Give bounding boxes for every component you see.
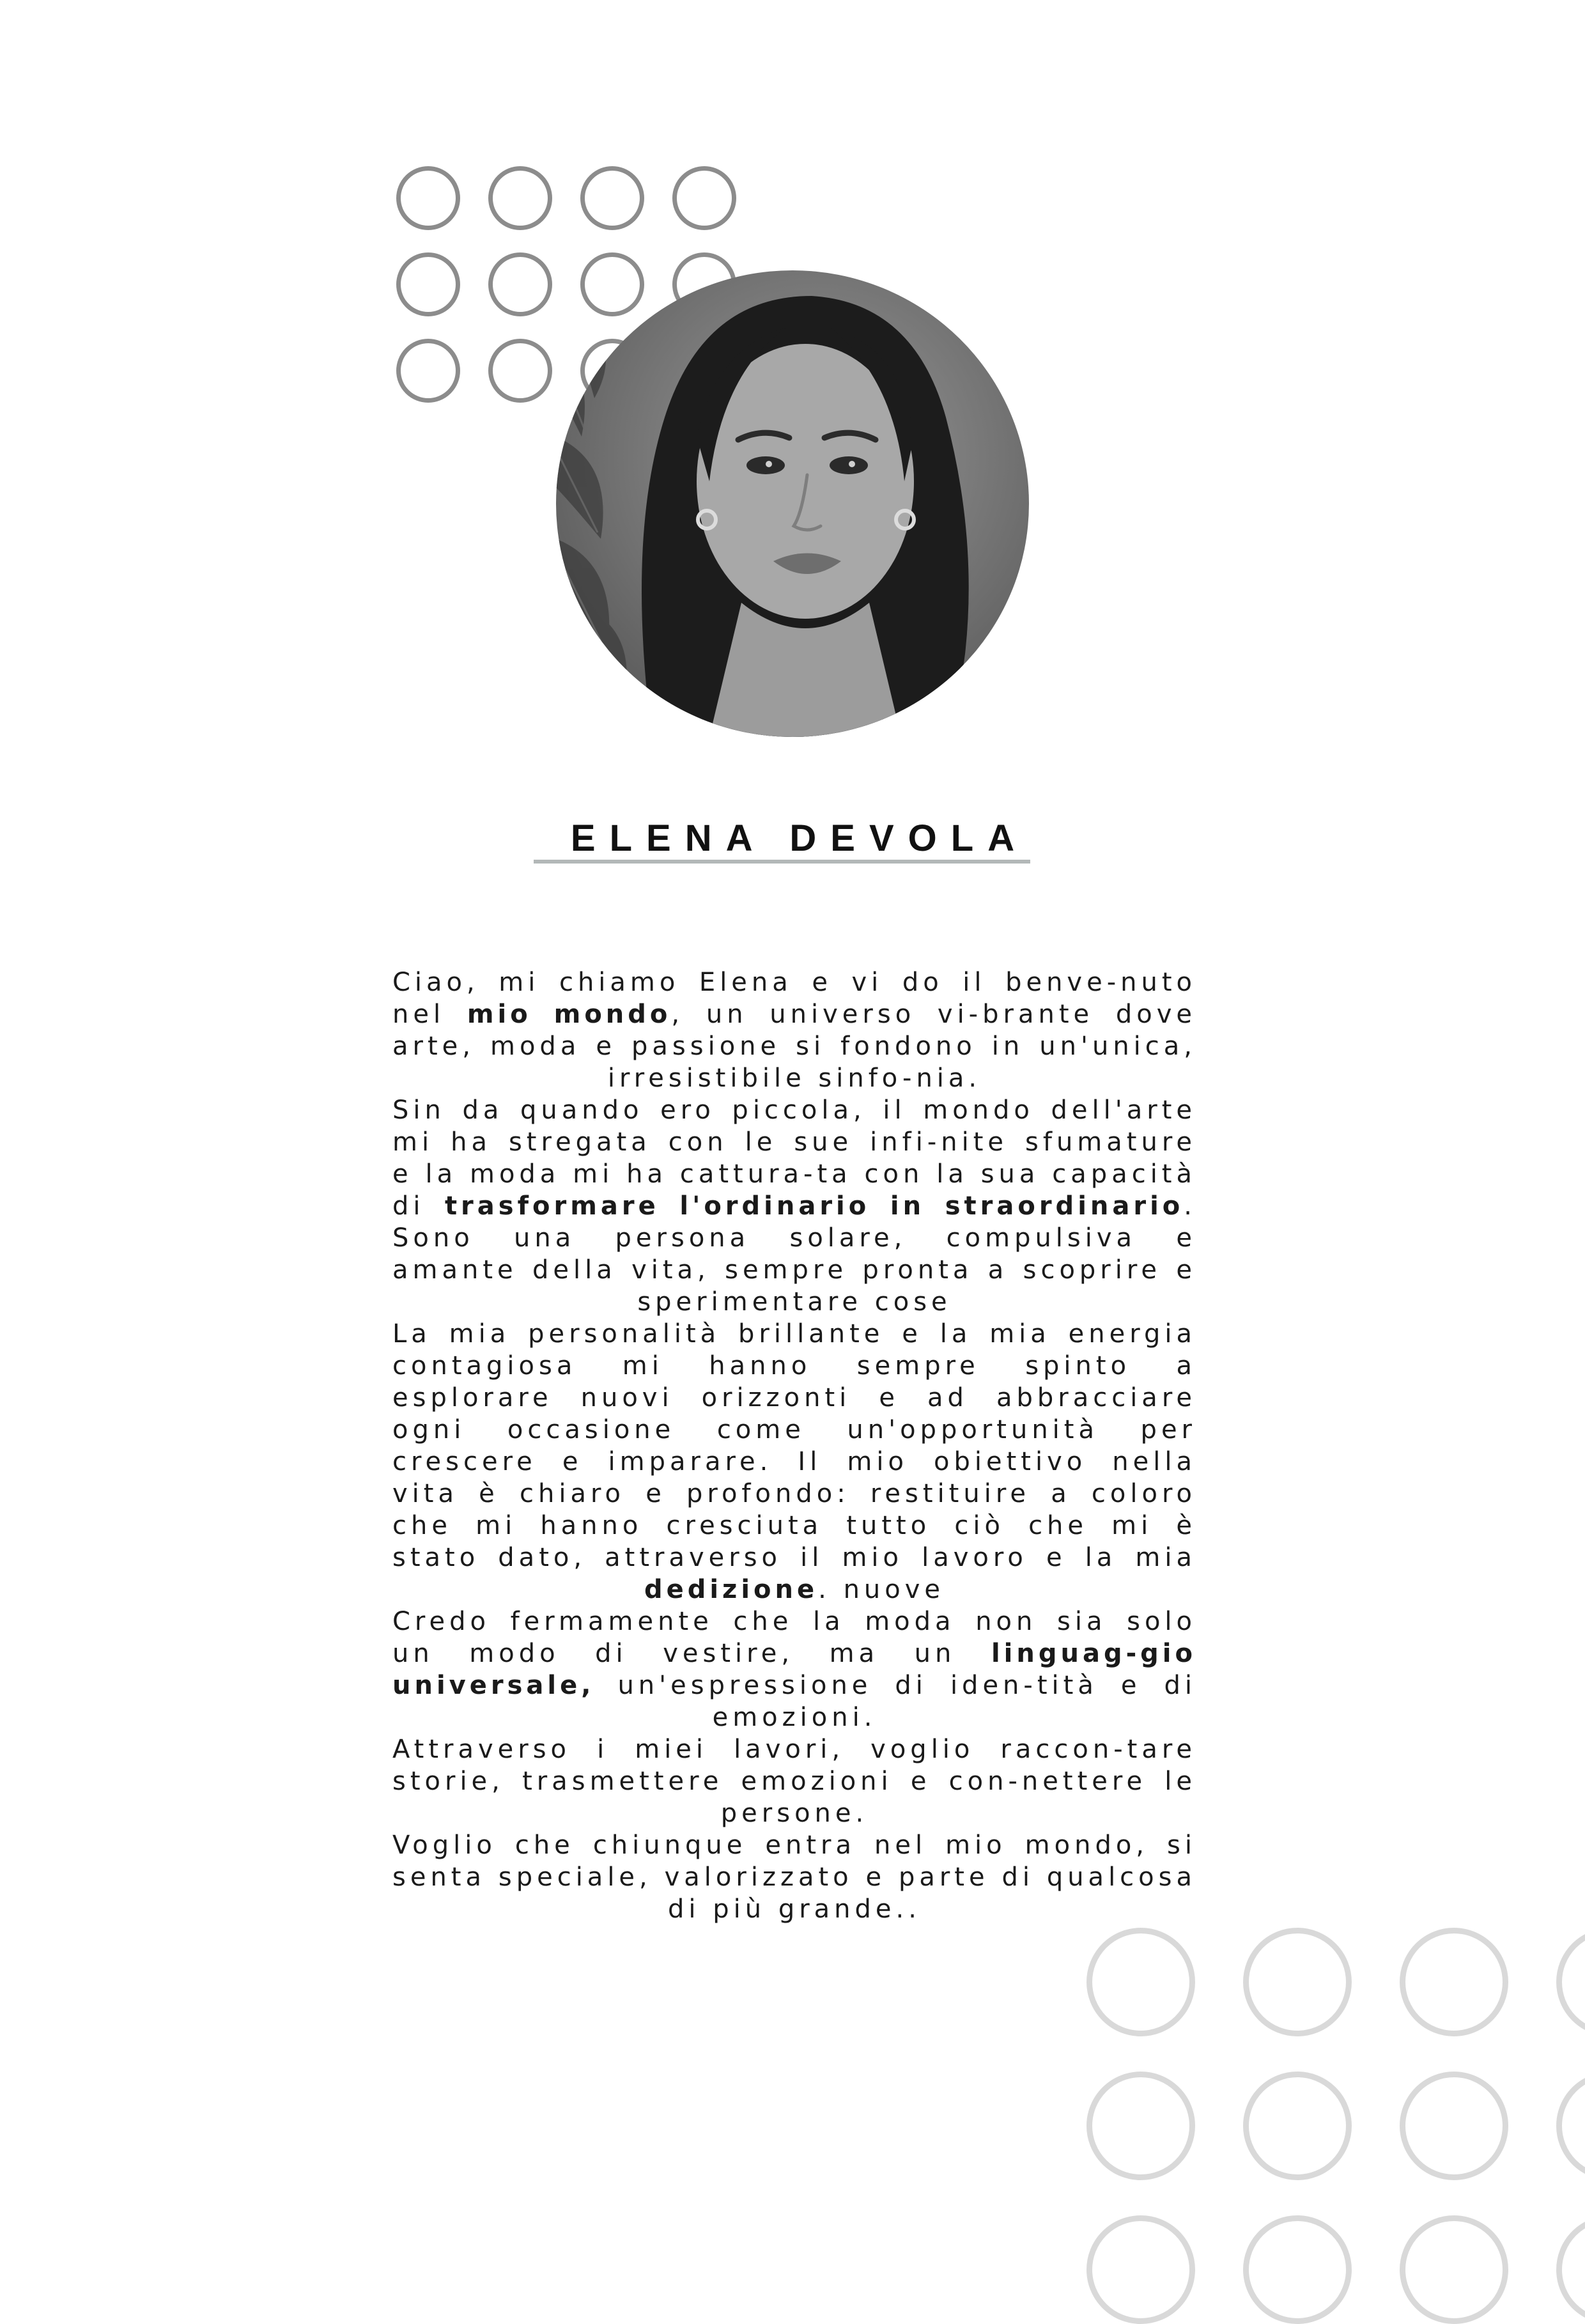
name-underline <box>534 860 1030 864</box>
decorative-ring <box>488 166 552 230</box>
bio-paragraph <box>392 966 1196 1094</box>
bio-text: La mia personalità brillante e la mia energia contagiosa mi hanno sempre spinto a esplorare nuovi orizzonti e ad abbracciare ogni occasione come un'opportunità per crescere e imparare. Il mio obiettivo nella vita è chiaro e profondo: restituire a coloro che mi hanno cresciuta tutto ciò che mi è stato dato, attraverso il mio lavoro e la mia <box>392 1319 1196 1572</box>
decorative-ring <box>1556 1928 1585 2036</box>
decorative-ring <box>1243 1928 1352 2036</box>
decorative-ring <box>396 252 460 316</box>
decorative-ring <box>580 166 644 230</box>
portrait-illustration <box>556 270 1029 737</box>
decorative-ring <box>1556 2215 1585 2324</box>
bio-text: un'espressione di iden-tità e di emozioni. <box>594 1671 1196 1732</box>
bio-paragraph <box>392 1318 1196 1606</box>
decorative-ring <box>396 166 460 230</box>
bio-text: Ciao, mi chiamo Elena e vi do il benve-nuto nel <box>392 968 1196 1029</box>
portrait-photo <box>556 270 1029 737</box>
bio-emphasis: linguag-gio universale, <box>392 1639 1196 1700</box>
name-heading: ELENA DEVOLA <box>570 817 1029 859</box>
bio-emphasis: dedizione <box>644 1575 819 1604</box>
decorative-ring <box>488 339 552 403</box>
bio-text: Voglio che chiunque entra nel mio mondo, si senta speciale, valorizzato e parte di qualcosa di più grande.. <box>392 1831 1196 1924</box>
decorative-ring <box>488 252 552 316</box>
decorative-ring <box>1556 2072 1585 2180</box>
decorative-ring <box>1086 2215 1195 2324</box>
biography-text <box>392 966 1196 1925</box>
decorative-ring <box>1400 2072 1508 2180</box>
bio-emphasis: trasformare l'ordinario in straordinario <box>444 1191 1184 1221</box>
bio-paragraph <box>392 1606 1196 1733</box>
bio-text: . Sono una persona solare, compulsiva e amante della vita, sempre pronta a scoprire e sperimentare cose <box>392 1191 1197 1317</box>
bio-emphasis: mio mondo <box>467 1000 672 1029</box>
decorative-ring <box>1086 1928 1195 2036</box>
bio-text: Credo fermamente che la moda non sia solo un modo di vestire, ma un <box>392 1607 1196 1668</box>
decorative-ring <box>1400 1928 1508 2036</box>
decorative-ring <box>1086 2072 1195 2180</box>
bio-text: Sin da quando ero piccola, il mondo dell'arte mi ha stregata con le sue infi-nite sfumature e la moda mi ha cattura-ta con la sua capacità di <box>392 1096 1196 1221</box>
bio-text: , un universo vi-brante dove arte, moda e passione si fondono in un'unica, irresistibile sinfo-nia. <box>392 1000 1196 1093</box>
decorative-ring <box>580 252 644 316</box>
decorative-ring <box>1243 2072 1352 2180</box>
decorative-ring <box>396 339 460 403</box>
bio-text: . nuove <box>818 1575 945 1604</box>
decorative-ring <box>672 166 736 230</box>
decorative-ring <box>1400 2215 1508 2324</box>
bio-paragraph <box>392 1829 1196 1925</box>
decorative-ring <box>1243 2215 1352 2324</box>
bio-text: Attraverso i miei lavori, voglio raccon-tare storie, trasmettere emozioni e con-nettere le persone. <box>392 1735 1196 1828</box>
bio-paragraph <box>392 1094 1196 1318</box>
name-heading-wrapper <box>0 817 1585 860</box>
bio-paragraph <box>392 1733 1196 1829</box>
